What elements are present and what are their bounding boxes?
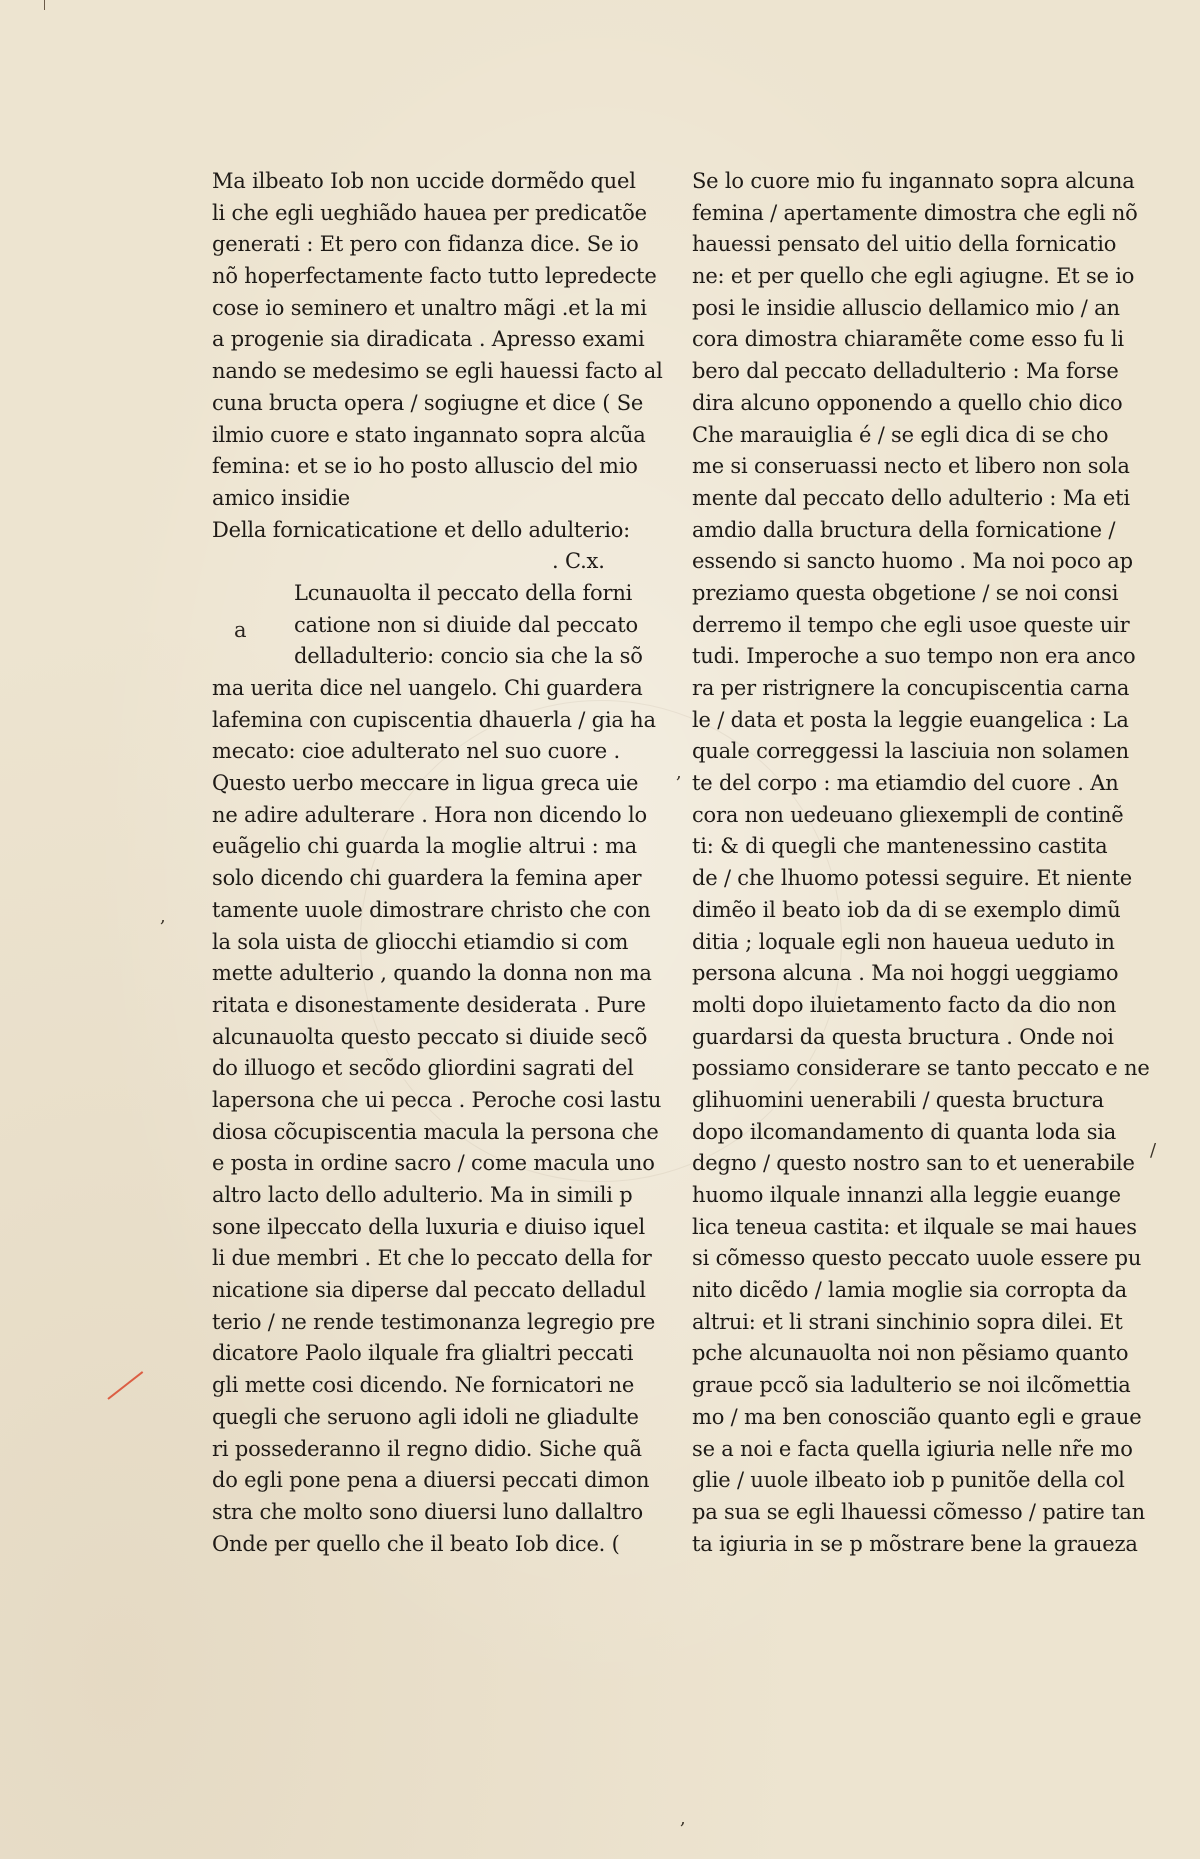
chapter-number: . C.x.: [552, 549, 605, 574]
text-line: dira alcuno opponendo a quello chio dico: [692, 390, 1123, 415]
text-line: tudi. Imperoche a suo tempo non era anco: [692, 644, 1136, 669]
text-line: lapersona che ui pecca . Peroche cosi lastu: [212, 1087, 662, 1112]
text-line: generati : Et pero con fidanza dice. Se io: [212, 232, 639, 257]
text-line: Se lo cuore mio fu ingannato sopra alcuna: [692, 169, 1135, 193]
text-line: cora dimostra chiaramẽte come esso fu li: [692, 327, 1124, 352]
text-line: a progenie sia diradicata . Apresso exami: [212, 327, 645, 352]
text-line: nõ hoperfectamente facto tutto lepredecte: [212, 264, 657, 289]
chapter-opening-indented: [212, 578, 642, 673]
text-line: possiamo considerare se tanto peccato e ne: [692, 1056, 1150, 1081]
text-line: do illuogo et secõdo gliordini sagrati del: [212, 1056, 634, 1081]
text-line: derremo il tempo che egli usoe queste uir: [692, 612, 1130, 637]
text-line: ti: & di quegli che mantenessino castita: [692, 834, 1108, 859]
text-line: glie / uuole ilbeato iob p punitõe della col: [692, 1468, 1125, 1493]
text-line: euãgelio chi guarda la moglie altrui : ma: [212, 834, 637, 859]
text-line: ta igiuria in se p mõstrare bene la graueza: [692, 1531, 1138, 1556]
text-line: si cõmesso questo peccato uuole essere pu: [692, 1246, 1142, 1271]
text-line: ne adire adulterare . Hora non dicendo lo: [212, 802, 647, 827]
guide-letter: a: [234, 618, 247, 642]
text-line: ra per ristrignere la concupiscentia carna: [692, 676, 1130, 700]
text-line: mecato: cioe adulterato nel suo cuore .: [212, 739, 620, 764]
text-line: persona alcuna . Ma noi hoggi ueggiamo: [692, 961, 1119, 986]
text-line: delladulterio: concio sia che la sõ: [294, 644, 643, 669]
text-line: lafemina con cupiscentia dhauerla / gia ha: [212, 707, 656, 732]
text-line: pa sua se egli lhauessi cõmesso / patire tan: [692, 1499, 1145, 1524]
margin-mark: ,: [680, 1808, 686, 1829]
text-line: Ma ilbeato Iob non uccide dormẽdo quel: [212, 169, 636, 193]
text-line: sone ilpeccato della luxuria e diuiso iquel: [212, 1214, 646, 1239]
text-line: dopo ilcomandamento di quanta loda sia: [692, 1119, 1117, 1144]
text-line: le / data et posta la leggie euangelica : La: [692, 707, 1129, 732]
text-line: li che egli ueghiãdo hauea per predicatõe: [212, 200, 647, 225]
text-line: do egli pone pena a diuersi peccati dimon: [212, 1468, 650, 1493]
text-line: li due membri . Et che lo peccato della for: [212, 1246, 652, 1271]
text-line: ilmio cuore e stato ingannato sopra alcũa: [212, 422, 646, 447]
text-line: ma uerita dice nel uangelo. Chi guardera: [212, 676, 643, 700]
text-line: ne: et per quello che egli agiugne. Et se io: [692, 264, 1135, 289]
left-text-column: [212, 166, 663, 1560]
text-line: altrui: et li strani sinchinio sopra dilei. Et: [692, 1309, 1123, 1334]
corner-mark: [44, 0, 45, 10]
margin-mark: ,: [160, 906, 166, 927]
text-line: mette adulterio , quando la donna non ma: [212, 961, 652, 986]
text-line: nando se medesimo se egli hauessi facto al: [212, 359, 663, 384]
left-column-opening: [212, 166, 663, 546]
text-line: ditia ; loquale egli non haueua ueduto in: [692, 929, 1115, 954]
text-line: alcunauolta questo peccato si diuide secõ: [212, 1024, 648, 1049]
text-line: cuna bructa opera / sogiugne et dice ( Se: [212, 390, 644, 415]
text-line: nicatione sia diperse dal peccato delladul: [212, 1278, 646, 1303]
text-line: Che marauiglia é / se egli dica di se cho: [692, 422, 1109, 447]
text-line: la sola uista de gliocchi etiamdio si com: [212, 929, 629, 954]
text-line: diosa cõcupiscentia macula la persona che: [212, 1119, 659, 1144]
text-line: quale correggessi la lasciuia non solamen: [692, 739, 1130, 764]
text-line: ri possederanno il regno didio. Siche quã: [212, 1436, 642, 1461]
text-line: femina / apertamente dimostra che egli nõ: [692, 200, 1138, 225]
text-line: Questo uerbo meccare in ligua greca uie: [212, 771, 639, 796]
text-line: Lcunauolta il peccato della forni: [294, 580, 633, 605]
text-line: posi le insidie alluscio dellamico mio / an: [692, 295, 1120, 320]
text-line: amico insidie: [212, 485, 350, 510]
margin-mark: ,: [676, 762, 682, 783]
text-line: graue pccõ sia ladulterio se noi ilcõmettia: [692, 1373, 1131, 1398]
text-line: de / che lhuomo potessi seguire. Et niente: [692, 866, 1133, 891]
text-line: pche alcunauolta noi non pẽsiamo quanto: [692, 1341, 1129, 1366]
text-line: femina: et se io ho posto alluscio del mio: [212, 454, 638, 479]
text-line: quegli che seruono agli idoli ne gliadulte: [212, 1404, 639, 1429]
text-line: lica teneua castita: et ilquale se mai haues: [692, 1214, 1137, 1239]
text-line: te del corpo : ma etiamdio del cuore . An: [692, 771, 1119, 796]
text-line: mo / ma ben conoscião quanto egli e graue: [692, 1404, 1142, 1429]
text-line: glihuomini uenerabili / questa bructura: [692, 1087, 1104, 1112]
text-line: tamente uuole dimostrare christo che con: [212, 897, 651, 922]
text-line: cose io seminero et unaltro mãgi .et la mi: [212, 295, 647, 320]
text-line: nito dicẽdo / lamia moglie sia corropta da: [692, 1278, 1127, 1303]
text-line: cora non uedeuano gliexempli de continẽ: [692, 802, 1124, 827]
left-column-body: [212, 673, 662, 1560]
text-line: mente dal peccato dello adulterio : Ma eti: [692, 485, 1130, 510]
text-line: preziamo questa obgetione / se noi consi: [692, 580, 1119, 605]
text-line: dicatore Paolo ilquale fra glialtri peccati: [212, 1341, 634, 1366]
text-line: me si conseruassi necto et libero non sola: [692, 454, 1130, 479]
text-line: amdio dalla bructura della fornicatione /: [692, 517, 1116, 542]
text-line: e posta in ordine sacro / come macula uno: [212, 1151, 655, 1176]
text-line: ritata e disonestamente desiderata . Pure: [212, 992, 646, 1017]
text-line: essendo si sancto huomo . Ma noi poco ap: [692, 549, 1133, 574]
text-line: se a noi e facta quella igiuria nelle nr̃e mo: [692, 1436, 1133, 1461]
text-line: altro lacto dello adulterio. Ma in simili p: [212, 1183, 633, 1207]
text-line: degno / questo nostro san to et uenerabile: [692, 1151, 1135, 1176]
text-line: Della fornicaticatione et dello adulterio:: [212, 517, 631, 542]
text-line: solo dicendo chi guardera la femina aper: [212, 866, 642, 891]
text-line: huomo ilquale innanzi alla leggie euange: [692, 1183, 1121, 1207]
text-line: dimẽo il beato iob da di se exemplo dimũ: [692, 897, 1121, 922]
text-line: bero dal peccato delladulterio : Ma forse: [692, 359, 1119, 384]
text-line: catione non si diuide dal peccato: [294, 612, 638, 637]
margin-mark: /: [1150, 1140, 1157, 1161]
text-line: Onde per quello che il beato Iob dice. (: [212, 1531, 620, 1556]
text-line: guardarsi da questa bructura . Onde noi: [692, 1024, 1114, 1049]
right-text-column: [692, 166, 1150, 1560]
right-column-body: [692, 166, 1150, 1560]
text-line: terio / ne rende testimonanza legregio pre: [212, 1309, 656, 1334]
text-line: molti dopo iluietamento facto da dio non: [692, 992, 1117, 1017]
text-line: hauessi pensato del uitio della fornicatio: [692, 232, 1117, 257]
text-line: stra che molto sono diuersi luno dallaltro: [212, 1499, 643, 1524]
text-line: gli mette cosi dicendo. Ne fornicatori ne: [212, 1373, 635, 1398]
